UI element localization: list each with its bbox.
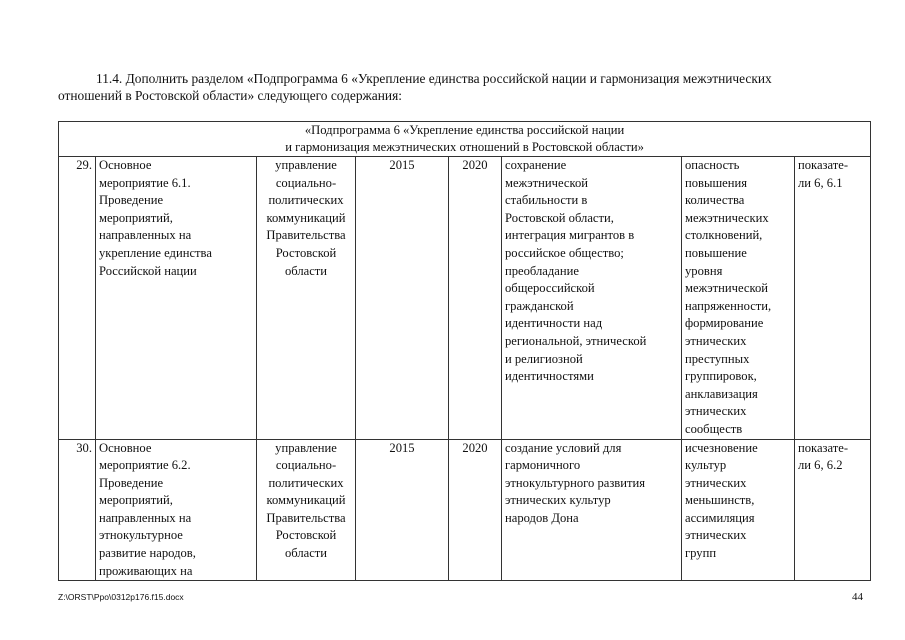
indicators-cell: показате- ли 6, 6.1 <box>795 157 871 440</box>
row-number: 29. <box>59 157 96 440</box>
result-cell: создание условий для гармоничного этнокультурного развития этнических культур народов Дона <box>502 439 682 581</box>
activity-cell: Основное мероприятие 6.1. Проведение мероприятий, направленных на укрепление единства Российской нации <box>96 157 257 440</box>
subprogram-header <box>59 122 871 157</box>
footer-file-path: Z:\ORST\Ppo\0312p176.f15.docx <box>58 592 184 602</box>
header-line-1: «Подпрограмма 6 «Укрепление единства российской нации <box>304 123 625 137</box>
start-year-cell: 2015 <box>356 157 449 440</box>
risk-cell: опасность повышения количества межэтнических столкновений, повышение уровня межэтнической напряженности, формирование этнических преступных группировок, анклавизация этнических сообществ <box>682 157 795 440</box>
indicators-cell: показате- ли 6, 6.2 <box>795 439 871 581</box>
result-cell: сохранение межэтнической стабильности в Ростовской области, интеграция мигрантов в российское общество; преобладание общероссийской гражданской идентичности над региональной, этнической и религиозной идентичностями <box>502 157 682 440</box>
subprogram-table <box>58 121 871 581</box>
risk-cell: исчезновение культур этнических меньшинств, ассимиляция этнических групп <box>682 439 795 581</box>
intro-line-1: 11.4. Дополнить разделом «Подпрограмма 6 «Укрепление единства российской нации и гармонизация межэтнических <box>96 71 772 86</box>
end-year-cell: 2020 <box>449 157 502 440</box>
intro-paragraph <box>58 70 873 104</box>
header-line-2: и гармонизация межэтнических отношений в Ростовской области» <box>285 140 644 154</box>
table-row <box>59 157 871 440</box>
start-year-cell: 2015 <box>356 439 449 581</box>
activity-cell: Основное мероприятие 6.2. Проведение мероприятий, направленных на этнокультурное развитие народов, проживающих на <box>96 439 257 581</box>
executor-cell: управление социально- политических коммуникаций Правительства Ростовской области <box>257 157 356 440</box>
table-row <box>59 439 871 581</box>
row-number: 30. <box>59 439 96 581</box>
executor-cell: управление социально- политических коммуникаций Правительства Ростовской области <box>257 439 356 581</box>
end-year-cell: 2020 <box>449 439 502 581</box>
intro-line-2: отношений в Ростовской области» следующего содержания: <box>58 88 402 103</box>
page-number: 44 <box>852 591 863 603</box>
